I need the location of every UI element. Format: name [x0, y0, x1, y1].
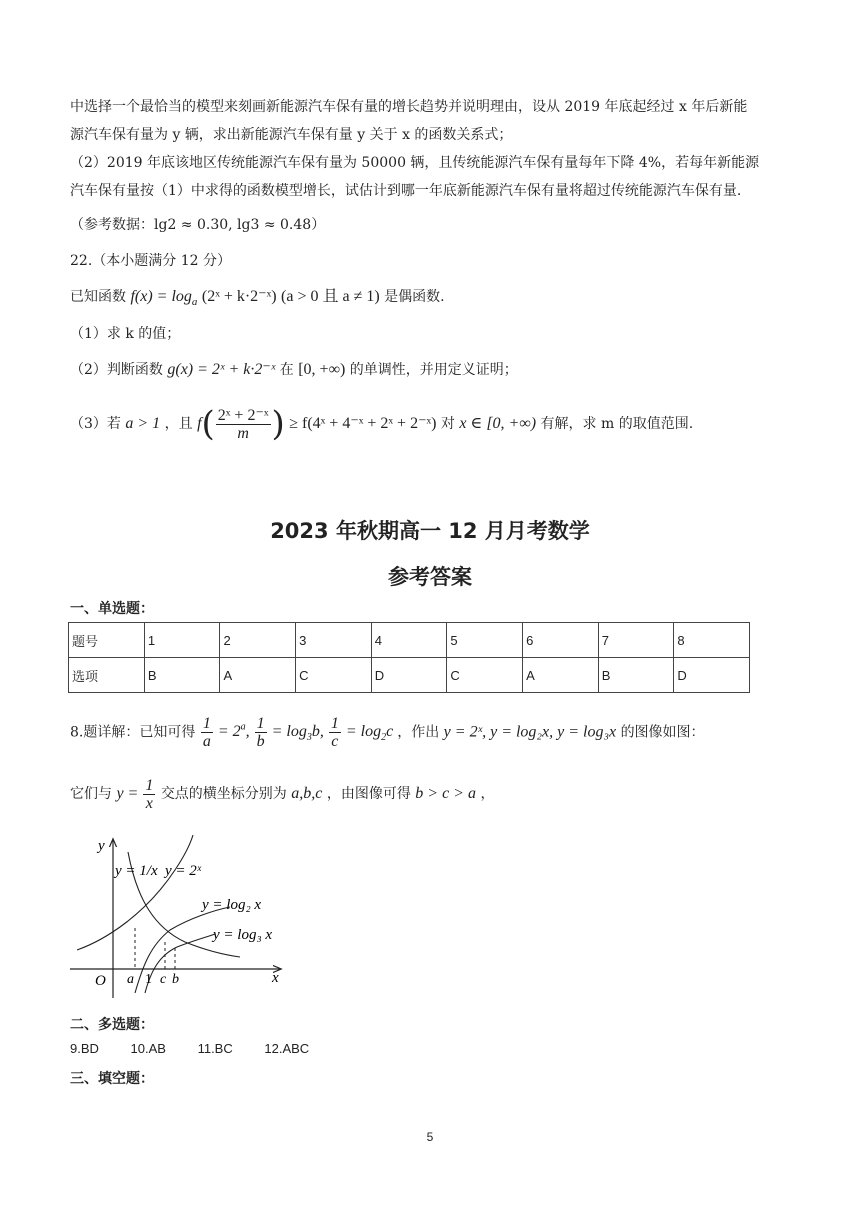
table-cell: A [523, 658, 599, 693]
curve-exp [77, 835, 193, 950]
multi-answer: 10.AB [130, 1041, 166, 1056]
multi-answer: 12.ABC [264, 1041, 310, 1056]
p22-stem-post: 是偶函数. [384, 289, 445, 305]
p22-q2-post: 的单调性，并用定义证明； [349, 362, 518, 378]
p22-q3-cond: a > 1 [125, 415, 161, 432]
p22-q1: （1）求 k 的值； [70, 326, 181, 342]
table-row [69, 623, 750, 658]
q8-line1: 8.题详解：已知可得 $\frac{1}{a}$ = $2^a$, $\frac{1}{b}$ = $\log_3b$, $\frac{1}{c}$ = $\log_2c$ ，作出 y = 2ˣ, y = log₂x, y = log₃x 的图像如图： [70, 715, 705, 751]
q8-line2-mid: 交点的横坐标分别为 [160, 786, 287, 802]
table-cell: D [371, 658, 447, 693]
p22-stem-cond: (a > 0 且 a ≠ 1) [281, 288, 380, 305]
label-log2: y = log₂ x [202, 897, 262, 913]
q8-funcs: y = 2ˣ, y = log₂x, y = log₃x [443, 723, 617, 741]
section-fill-blank: 三、填空题： [70, 1071, 154, 1087]
p21-line3: （2）2019 年底该地区传统能源汽车保有量为 50000 辆，且传统能源汽车保有量每年下降 4%，若每年新能源 [70, 155, 760, 171]
q8-line2: 它们与 y = $\frac{1}{x}$ 交点的横坐标分别为 a,b,c ，由图像可得 b > c > a ， [70, 776, 495, 812]
p22-q3-numerator: 2ˣ + 2⁻ˣ [217, 406, 269, 424]
p22-header: 22.（本小题满分 12 分） [70, 253, 231, 269]
q8-line2-vars: a,b,c [291, 785, 323, 802]
label-recip: y = 1/x [115, 863, 158, 879]
p22-q3-domain: x ∈ [0, +∞) [459, 415, 537, 432]
answer-subtitle: 参考答案 [388, 565, 472, 589]
page-number: 5 [426, 1130, 434, 1144]
p22-q3-pre: （3）若 [70, 416, 121, 432]
p22-q3-rhs: ≥ f(4ˣ + 4⁻ˣ + 2ˣ + 2⁻ˣ) [289, 415, 437, 432]
tick-a: a [127, 972, 134, 987]
section-multi-choice: 二、多选题： [70, 1017, 154, 1033]
table-cell: 7 [598, 623, 674, 658]
p22-stem-arg: (2ˣ + k·2⁻ˣ) [201, 288, 277, 305]
p21-line1: 中选择一个最恰当的模型来刻画新能源汽车保有量的增长趋势并说明理由，设从 2019 年底起经过 x 年后新能 [70, 99, 748, 115]
answer-title: 2023 年秋期高一 12 月月考数学 [270, 519, 590, 543]
q8-line2-post: ， [480, 786, 495, 802]
p22-stem-pre: 已知函数 [70, 289, 126, 305]
multi-answer: 9.BD [70, 1041, 99, 1056]
table-cell: D [674, 658, 750, 693]
p22-stem-func: f(x) = log [130, 288, 192, 305]
label-exp: y = 2ˣ [165, 863, 202, 879]
p22-stem [70, 285, 445, 314]
p22-q2 [70, 358, 518, 382]
function-graph [65, 830, 295, 1000]
x-axis-label: x [272, 970, 279, 986]
p22-q2-pre: （2）判断函数 [70, 362, 163, 378]
y-axis-label: y [98, 838, 105, 854]
origin-label: O [95, 973, 106, 989]
table-cell: 2 [220, 623, 296, 658]
curve-log3 [145, 934, 215, 993]
table-cell: 6 [523, 623, 599, 658]
table-cell: B [598, 658, 674, 693]
table-cell: B [144, 658, 220, 693]
table-cell: 4 [371, 623, 447, 658]
q8-line2-mid2: ，由图像可得 [326, 786, 411, 802]
table-cell: C [447, 658, 523, 693]
table-cell: 5 [447, 623, 523, 658]
p22-q2-func: g(x) = 2ˣ + k·2⁻ˣ [167, 361, 276, 378]
q8-mid: ，作出 [397, 724, 440, 741]
tick-b: b [172, 972, 179, 987]
table-cell: 3 [296, 623, 372, 658]
p22-q3-mid2: 对 [440, 416, 455, 432]
answer-table [68, 622, 750, 693]
p21-reference: （参考数据：lg2 ≈ 0.30, lg3 ≈ 0.48） [70, 217, 326, 233]
table-row [69, 658, 750, 693]
q8-pre: 8.题详解：已知可得 [70, 724, 196, 741]
tick-1: 1 [145, 972, 152, 987]
table-cell: C [296, 658, 372, 693]
tick-c: c [160, 972, 167, 987]
p21-line2: 源汽车保有量为 y 辆，求出新能源汽车保有量 y 关于 x 的函数关系式； [70, 127, 513, 143]
table-choice-label: 选项 [69, 658, 145, 693]
multi-answer: 11.BC [197, 1041, 233, 1056]
p21-line4: 汽车保有量按（1）中求得的函数模型增长，试估计到哪一年底新能源汽车保有量将超过传统能源汽车保有量. [70, 183, 742, 199]
table-cell: 8 [674, 623, 750, 658]
section-single-choice: 一、单选题： [70, 601, 154, 617]
table-cell: 1 [144, 623, 220, 658]
table-header-label: 题号 [69, 623, 145, 658]
label-log3: y = log₃ x [213, 927, 273, 943]
p22-q2-mid: 在 [279, 362, 294, 378]
p22-q2-interval: [0, +∞) [298, 361, 346, 378]
q8-line2-result: b > c > a [415, 785, 476, 802]
p22-q3: （3）若 a > 1 ，且 f( $\frac{\text{2ˣ + 2⁻ˣ}}{m}$ ) ≥ f(4ˣ + 4⁻ˣ + 2ˣ + 2⁻ˣ) 对 x ∈ [0, +∞) 有解，求 m 的取值范围. [70, 404, 694, 444]
p22-q3-mid1: ，且 [164, 416, 193, 432]
p22-stem-sub: a [191, 295, 198, 308]
q8-line2-pre: 它们与 [70, 786, 112, 802]
q8-post: 的图像如图： [620, 724, 705, 741]
p22-q3-denominator: m [237, 424, 249, 442]
p22-q3-post: 有解，求 m 的取值范围. [540, 416, 694, 432]
table-cell: A [220, 658, 296, 693]
multi-answers [70, 1041, 337, 1056]
